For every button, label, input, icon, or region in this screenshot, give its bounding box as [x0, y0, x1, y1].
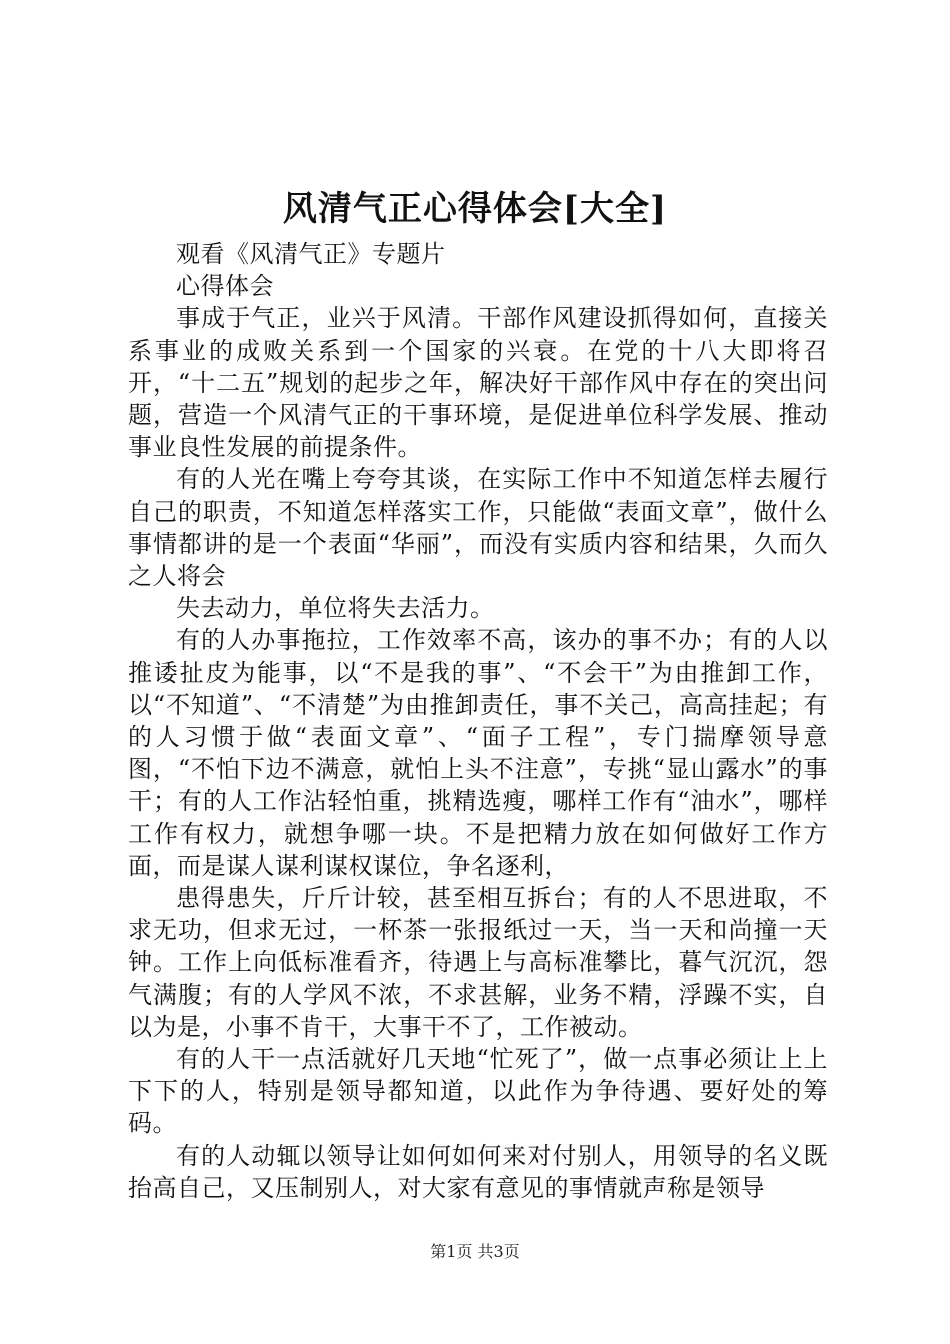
paragraph: 患得患失，斤斤计较，甚至相互拆台；有的人不思进取，不求无功，但求无过，一杯茶一张报纸过一天，当一天和尚撞一天钟。工作上向低标准看齐，待遇上与高标准攀比，暮气沉沉，怨气满腹；有的人学风不浓，不求甚解，业务不精，浮躁不实，自以为是，小事不肯干，大事干不了，工作被动。 — [128, 884, 828, 1041]
paragraph: 有的人动辄以领导让如何如何来对付别人，用领导的名义既抬高自己，又压制别人，对大家有意见的事情就声称是领导 — [128, 1141, 828, 1202]
document-body — [128, 238, 828, 1204]
paragraph: 事成于气正，业兴于风清。干部作风建设抓得如何，直接关系事业的成败关系到一个国家的兴衰。在党的十八大即将召开，“十二五”规划的起步之年，解决好干部作风中存在的突出问题，营造一个风清气正的干事环境，是促进单位科学发展、推动事业良性发展的前提条件。 — [128, 304, 828, 462]
paragraph: 心得体会 — [176, 272, 274, 301]
page-number: 第1页 共3页 — [430, 1242, 520, 1261]
paragraph: 有的人办事拖拉，工作效率不高，该办的事不办；有的人以推诿扯皮为能事，以“不是我的事”、“不会干”为由推卸工作，以“不知道”、“不清楚”为由推卸责任，事不关己，高高挂起；有的人习惯于做“表面文章”、“面子工程”，专门揣摩领导意图，“不怕下边不满意，就怕上头不注意”，专挑“显山露水”的事干；有的人工作沾轻怕重，挑精选瘦，哪样工作有“油水”，哪样工作有权力，就想争哪一块。不是把精力放在如何做好工作方面，而是谋人谋利谋权谋位，争名逐利， — [128, 626, 828, 880]
document-title: 风清气正心得体会[大全] — [282, 189, 668, 229]
paragraph: 失去动力，单位将失去活力。 — [176, 594, 495, 623]
paragraph: 有的人干一点活就好几天地“忙死了”，做一点事必须让上上下下的人，特别是领导都知道，以此作为争待遇、要好处的筹码。 — [128, 1045, 828, 1138]
paragraph: 观看《风清气正》专题片 — [176, 240, 446, 268]
paragraph: 有的人光在嘴上夸夸其谈，在实际工作中不知道怎样去履行自己的职责，不知道怎样落实工作，只能做“表面文章”，做什么事情都讲的是一个表面“华丽”，而没有实质内容和结果，久而久之人将会 — [128, 465, 828, 591]
